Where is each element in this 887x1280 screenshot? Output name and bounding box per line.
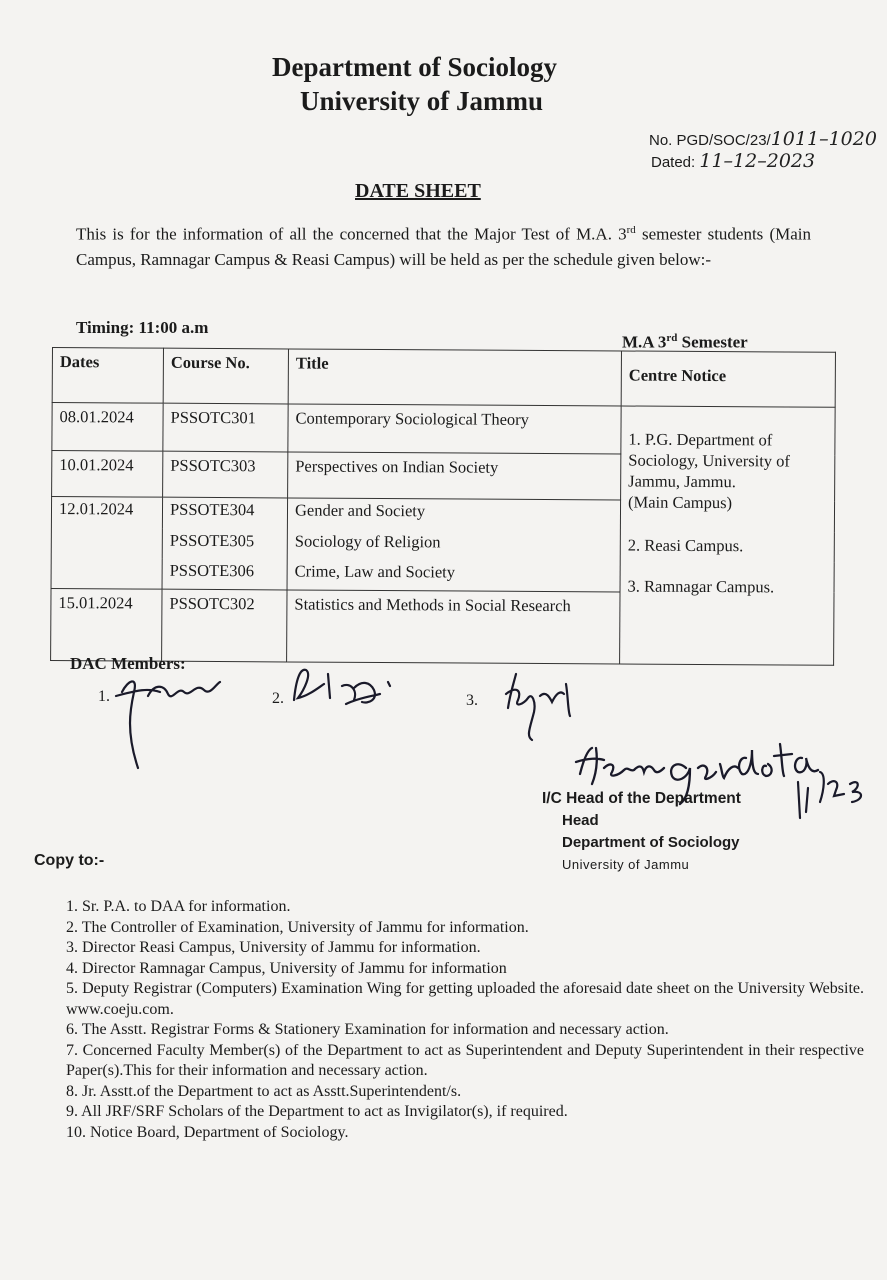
dac-member-1-number: 1. [98, 688, 110, 705]
cell-date: 12.01.2024 [51, 497, 162, 528]
list-item: 3. Director Reasi Campus, University of Jammu for information. [66, 939, 481, 956]
cell-course: PSSOTE306 [162, 558, 287, 589]
header-title: Title [288, 349, 621, 406]
cell-date: 08.01.2024 [52, 402, 163, 451]
dac-members-label: DAC Members: [70, 654, 186, 673]
stamp-university: University of Jammu [562, 857, 690, 872]
semester-sup: rd [666, 332, 678, 344]
intro-superscript: rd [626, 224, 636, 236]
cell-title: Contemporary Sociological Theory [288, 404, 621, 454]
dac-member-1-signature [108, 662, 228, 772]
list-item: 8. Jr. Asstt.of the Department to act as Asstt.Superintendent/s. [66, 1082, 462, 1100]
reference-number-value: 1011–1020 [770, 128, 877, 150]
dac-member-3-number: 3. [466, 692, 478, 709]
cell-title: Sociology of Religion [287, 529, 620, 561]
signature-block [542, 788, 741, 876]
cell-date [51, 558, 162, 589]
list-item: 4. Director Ramnagar Campus, University of Jammu for information [66, 959, 507, 977]
centre-line: Jammu, Jammu. [628, 471, 736, 492]
cell-course: PSSOTE304 [162, 498, 287, 529]
document-title: DATE SHEET [355, 180, 481, 202]
department-heading: Department of Sociology [272, 52, 557, 82]
cell-title: Gender and Society [287, 498, 620, 531]
signature-title: I/C Head of the Department [542, 790, 741, 807]
reference-number-label: No. PGD/SOC/23/ [649, 132, 771, 149]
reference-number [649, 128, 877, 150]
table-header-row [52, 348, 835, 408]
stamp-department: Department of Sociology [562, 834, 740, 851]
copy-to-label: Copy to:- [34, 852, 105, 869]
centre-line: 2. Reasi Campus. [627, 535, 744, 556]
centre-line: 1. P.G. Department of [628, 429, 773, 450]
cell-title: Perspectives on Indian Society [288, 452, 621, 500]
list-item: 6. The Asstt. Registrar Forms & Stationery Examination for information and necessary action. [66, 1021, 669, 1038]
list-item: 10. Notice Board, Department of Sociology. [66, 1123, 349, 1141]
intro-paragraph [76, 218, 811, 272]
semester-label [622, 332, 748, 353]
header-dates: Dates [52, 348, 163, 404]
date-sheet-table [50, 347, 836, 666]
cell-course: PSSOTC303 [163, 451, 288, 498]
centre-line: Sociology, University of [628, 450, 791, 471]
cell-title: Crime, Law and Society [287, 559, 620, 592]
list-item: 1. Sr. P.A. to DAA for information. [66, 898, 291, 915]
centre-line: (Main Campus) [628, 492, 733, 513]
list-item: 2. The Controller of Examination, University of Jammu for information. [66, 918, 529, 936]
centre-notice-cell [620, 406, 836, 665]
copy-to-list [66, 897, 864, 1143]
dac-member-2-signature [284, 660, 404, 720]
semester-pre: M.A 3 [622, 332, 667, 352]
intro-text-2: semester students (Main Campus, Ramnagar Campus & Reasi Campus) will be held as per the schedule given below:- [76, 224, 812, 269]
stamp-head: Head [562, 812, 599, 829]
dac-member-2-number: 2. [272, 690, 284, 707]
list-item: 7. Concerned Faculty Member(s) of the Department to act as Superintendent and Deputy Superintendent in their respective Paper(s).This for their information and necessary action. [66, 1041, 864, 1079]
cell-date: 10.01.2024 [52, 451, 163, 498]
reference-date-label: Dated: [651, 154, 696, 171]
reference-date [651, 150, 815, 172]
cell-date: 15.01.2024 [51, 588, 162, 661]
header-course-no: Course No. [163, 348, 288, 404]
centre-line: 3. Ramnagar Campus. [627, 576, 775, 597]
cell-course: PSSOTC302 [162, 589, 287, 662]
list-item: 9. All JRF/SRF Scholars of the Department to act as Invigilator(s), if required. [66, 1103, 568, 1120]
reference-date-value: 11–12–2023 [699, 150, 816, 172]
cell-date [51, 528, 162, 559]
header-centre-notice: Centre Notice [621, 351, 835, 407]
cell-title: Statistics and Methods in Social Research [287, 590, 620, 664]
table-row [52, 402, 835, 455]
cell-course: PSSOTE305 [162, 528, 287, 559]
intro-text-1: This is for the information of all the concerned that the Major Test of M.A. 3 [76, 224, 627, 244]
university-heading: University of Jammu [300, 86, 543, 116]
timing-label: Timing: 11:00 a.m [76, 318, 209, 337]
cell-course: PSSOTC301 [163, 403, 288, 452]
list-item: 5. Deputy Registrar (Computers) Examination Wing for getting uploaded the aforesaid date sheet on the University Website. www.coeju.com. [66, 980, 864, 1018]
semester-post: Semester [677, 332, 748, 352]
